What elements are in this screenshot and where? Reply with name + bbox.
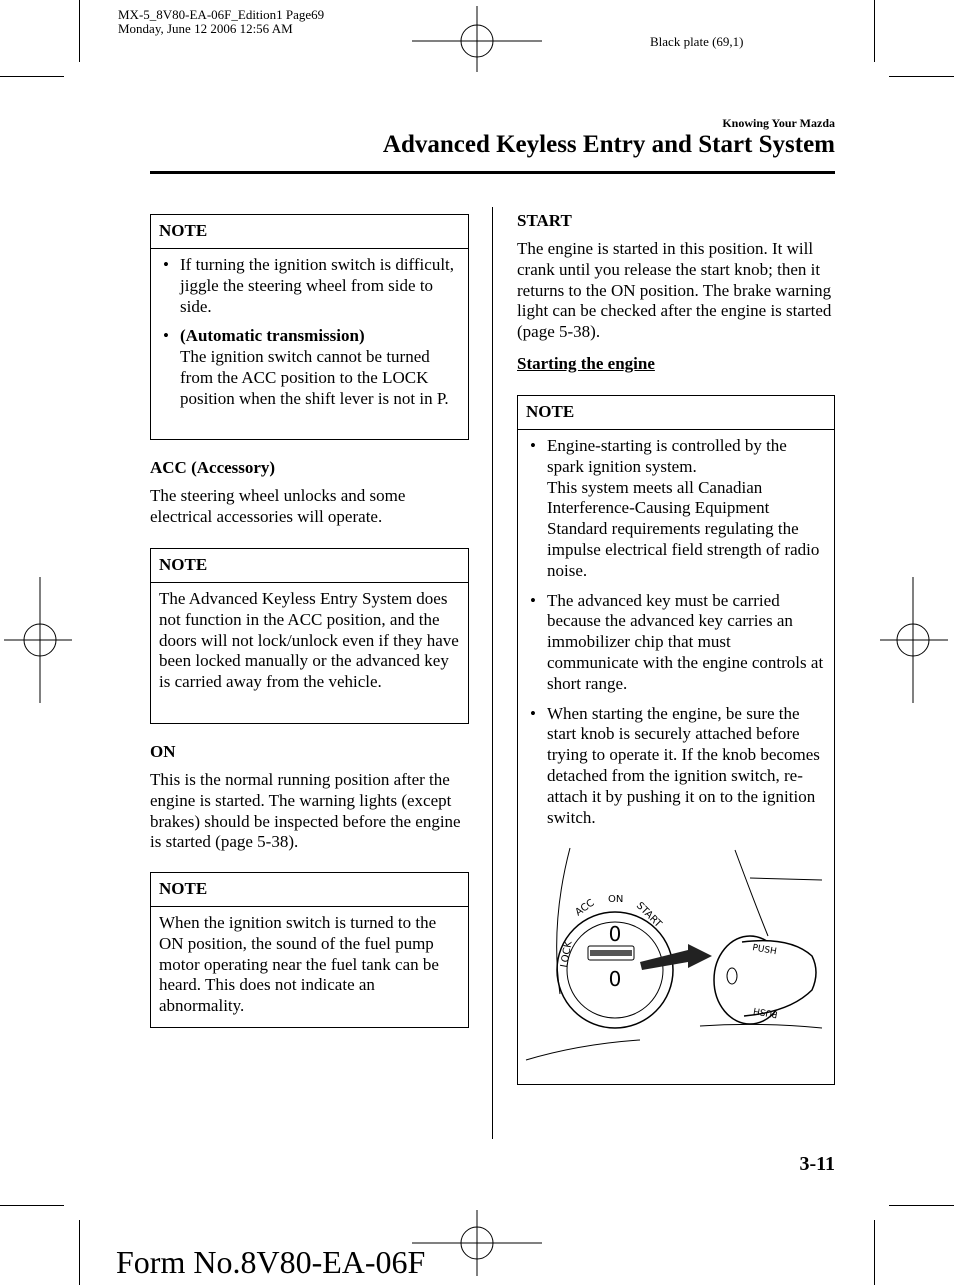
list-item: • When starting the engine, be sure the start knob is securely attached before trying to operate it. If the knob becomes detached from the ignition switch, re-attach it by pushing it on to the ignition switch. xyxy=(526,704,826,829)
on-text: This is the normal running position after the engine is started. The warning lights (except brakes) should be inspected before the engine is started (page 5-38). xyxy=(150,770,461,852)
page-title: Advanced Keyless Entry and Start System xyxy=(382,131,835,158)
print-header-plate: Black plate (69,1) xyxy=(650,34,744,49)
note-text: The Advanced Keyless Entry System does not function in the ACC position, and the doors will not lock/unlock even if they have been locked manually or the advanced key is carried away from the vehicle. xyxy=(159,589,459,692)
figure-label-acc: ACC xyxy=(573,897,597,919)
svg-text:0: 0 xyxy=(608,967,622,991)
registration-mark-bottom xyxy=(412,1208,542,1278)
start-text: The engine is started in this position. It will crank until you release the start knob; then it returns to the ON position. The brake warning light can be checked after the engine is started (page 5-38). xyxy=(517,239,832,342)
note-box-acc xyxy=(150,548,469,724)
note-box-ignition xyxy=(150,214,469,440)
form-number: Form No.8V80-EA-06F xyxy=(116,1244,426,1280)
acc-text: The steering wheel unlocks and some electrical accessories will operate. xyxy=(150,486,406,526)
column-divider xyxy=(492,207,493,1139)
note-title: NOTE xyxy=(518,396,834,430)
figure-label-lock: LOCK xyxy=(559,940,575,969)
starting-engine-link[interactable]: Starting the engine xyxy=(517,354,655,373)
note-title: NOTE xyxy=(151,549,468,583)
figure-label-push-top: PUSH xyxy=(751,943,778,958)
note-box-starting xyxy=(517,395,835,1085)
note-title: NOTE xyxy=(151,215,468,249)
registration-mark-top xyxy=(412,4,542,74)
page-number: 3-11 xyxy=(799,1153,835,1175)
print-header-file: MX-5_8V80-EA-06F_Edition1 Page69 xyxy=(118,7,325,22)
list-item: • Engine-starting is controlled by the spark ignition system. This system meets all Canadian Interference-Causing Equipment Standard requirements regulating the impulse electrical field strength of radio noise. xyxy=(526,436,826,582)
list-item: • If turning the ignition switch is difficult, jiggle the steering wheel from side to side. xyxy=(159,255,460,317)
figure-label-start: START xyxy=(633,900,664,930)
registration-mark-left xyxy=(2,575,74,705)
title-rule xyxy=(150,171,835,174)
ignition-switch-illustration xyxy=(520,844,832,1076)
note-box-on xyxy=(150,872,469,1028)
note-text: When the ignition switch is turned to the ON position, the sound of the fuel pump motor operating near the fuel tank can be heard. This does not indicate an abnormality. xyxy=(159,913,439,1016)
note-subheading: (Automatic transmission) xyxy=(180,326,365,346)
note-title: NOTE xyxy=(151,873,468,907)
figure-label-push-bottom: PUSH xyxy=(752,1004,779,1019)
registration-mark-right xyxy=(878,575,950,705)
list-item: • The advanced key must be carried because the advanced key carries an immobilizer chip that must communicate with the engine controls at short range. xyxy=(526,591,826,695)
start-heading: START xyxy=(517,211,572,230)
list-item: • (Automatic transmission) The ignition switch cannot be turned from the ACC position to the LOCK position when the shift lever is not in P. xyxy=(159,326,460,409)
print-header-date: Monday, June 12 2006 12:56 AM xyxy=(118,21,293,36)
acc-heading: ACC (Accessory) xyxy=(150,458,276,477)
svg-text:0: 0 xyxy=(608,922,622,946)
figure-label-on: ON xyxy=(608,894,624,905)
on-heading: ON xyxy=(150,742,176,761)
section-tag: Knowing Your Mazda xyxy=(722,116,835,130)
